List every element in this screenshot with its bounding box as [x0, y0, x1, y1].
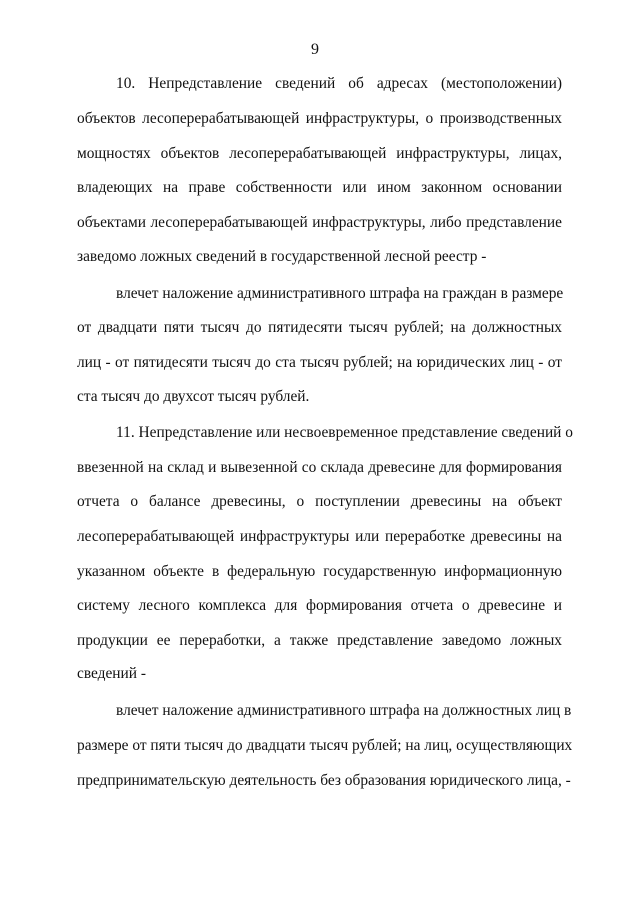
page-number: 9	[311, 41, 319, 58]
paragraph-1-line-4: владеющих на праве собственности или ином законном основании	[77, 179, 562, 196]
paragraph-3-line-7: продукции ее переработки, а также представление заведомо ложных	[77, 632, 562, 649]
paragraph-1-line-2: объектов лесоперерабатывающей инфраструктуры, о производственных	[77, 110, 562, 127]
paragraph-2-line-4: ста тысяч до двухсот тысяч рублей.	[77, 388, 310, 405]
paragraph-4-line-3: предпринимательскую деятельность без образования юридического лица, -	[77, 772, 571, 789]
paragraph-1-line-5: объектами лесоперерабатывающей инфраструктуры, либо представление	[77, 214, 562, 231]
paragraph-3-line-6: систему лесного комплекса для формирования отчета о древесине и	[77, 597, 562, 614]
paragraph-3-line-4: лесоперерабатывающей инфраструктуры или переработке древесины на	[77, 528, 562, 545]
paragraph-1-line-3: мощностях объектов лесоперерабатывающей инфраструктуры, лицах,	[77, 145, 562, 162]
paragraph-1-line-1: 10. Непредставление сведений об адресах (местоположении)	[116, 75, 562, 92]
paragraph-2-line-2: от двадцати пяти тысяч до пятидесяти тысяч рублей; на должностных	[77, 319, 562, 336]
paragraph-3-line-2: ввезенной на склад и вывезенной со склада древесине для формирования	[77, 459, 562, 476]
paragraph-3-line-5: указанном объекте в федеральную государственную информационную	[77, 563, 562, 580]
paragraph-3-line-8: сведений -	[77, 665, 146, 682]
paragraph-1-line-6: заведомо ложных сведений в государственной лесной реестр -	[77, 248, 487, 265]
paragraph-3-line-3: отчета о балансе древесины, о поступлении древесины на объект	[77, 493, 562, 510]
paragraph-4-line-1: влечет наложение административного штрафа на должностных лиц в	[116, 702, 572, 719]
paragraph-2-line-1: влечет наложение административного штрафа на граждан в размере	[116, 285, 564, 302]
paragraph-2-line-3: лиц - от пятидесяти тысяч до ста тысяч рублей; на юридических лиц - от	[77, 354, 562, 371]
paragraph-3-line-1: 11. Непредставление или несвоевременное представление сведений о	[116, 424, 573, 441]
paragraph-4-line-2: размере от пяти тысяч до двадцати тысяч рублей; на лиц, осуществляющих	[77, 737, 573, 754]
